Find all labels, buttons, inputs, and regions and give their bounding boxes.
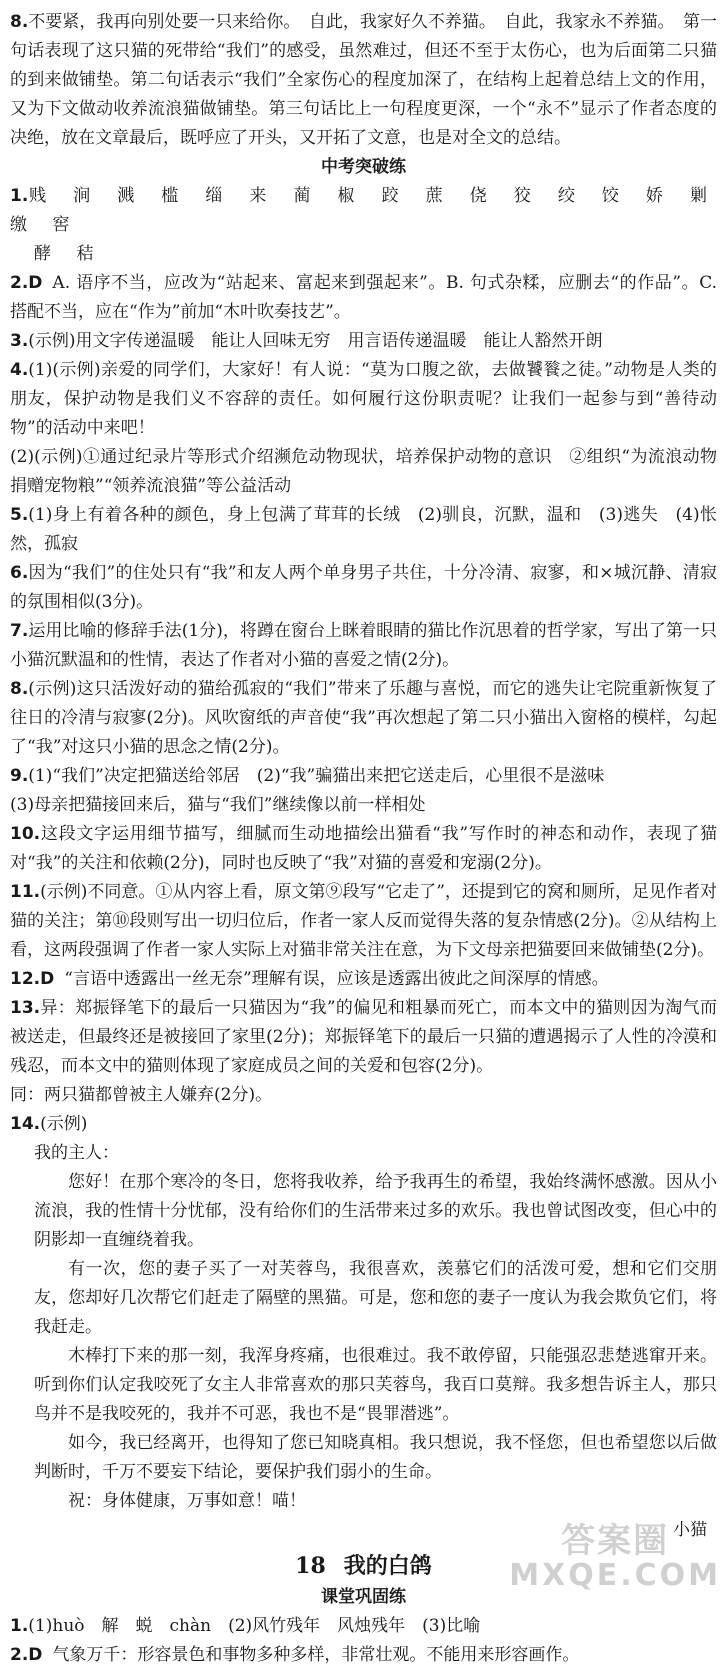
question-number: 5. xyxy=(10,505,29,525)
item-number: 8. xyxy=(10,12,29,32)
answer-choice: D xyxy=(28,1645,43,1665)
question-number: 12. xyxy=(10,969,41,989)
question-text: 因为“我们”的住处只有“我”和友人两个单身男子共住，十分冷清、寂寥，和×城沉静、清寂的氛围相似(3分)。 xyxy=(10,563,717,612)
question-number: 1. xyxy=(10,1616,29,1636)
watermark-url: MXQE.COM xyxy=(509,1558,721,1593)
letter-signature: 小猫 xyxy=(673,1520,707,1540)
question-text: 这段文字运用细节描写，细腻而生动地描绘出猫看“我”写作时的神态和动作，表现了猫对“我”的关注和依赖(2分)，同时也反映了“我”对猫的喜爱和宠溺(2分)。 xyxy=(10,824,717,873)
question-number: 8. xyxy=(10,679,29,699)
question-number: 14. xyxy=(10,1114,41,1134)
question-text: (示例)用文字传递温暖 能让人回味无穷 用言语传递温暖 能让人豁然开朗 xyxy=(28,331,603,351)
question-number: 1. xyxy=(10,186,29,206)
question-3 xyxy=(10,327,717,356)
question-text: (示例)这只活泼好动的猫给孤寂的“我们”带来了乐趣与喜悦，而它的逃失让宅院重新恢复了往日的冷清与寂寥(2分)。风吹窗纸的声音使“我”再次想起了第二只小猫出入窗格的模样，勾起了“我”对这只小猫的思念之情(2分)。 xyxy=(10,679,717,757)
question-5 xyxy=(10,501,717,559)
question-8 xyxy=(10,675,717,762)
letter-paragraph: 木棒打下来的那一刻，我浑身疼痛，也很难过。我不敢停留，只能强忍悲楚逃窜开来。听到你们认定我咬死了女主人非常喜欢的那只芙蓉鸟，我百口莫辩。我多想告诉主人，那只鸟并不是我咬死的，我并不可恶，我也不是“畏罪潜逃”。 xyxy=(34,1346,717,1424)
section-title-zhongkao: 中考突破练 xyxy=(321,157,406,177)
question-text: 气象万千：形容景色和事物多种多样，非常壮观。不能用来形容画作。 xyxy=(52,1645,580,1665)
question-text: 运用比喻的修辞手法(1分)，将蹲在窗台上眯着眼睛的猫比作沉思着的哲学家，写出了第一只小猫沉默温和的性情，表达了作者对小猫的喜爱之情(2分)。 xyxy=(10,621,717,670)
question-text-line1: 贱 涧 溅 槛 缁 来 蔺 椒 跤 蔗 侥 狡 绞 饺 娇 剿 缴 窖 xyxy=(10,186,717,235)
question-text-part2: (2)(示例)①通过纪录片等形式介绍濒危动物现状，培养保护动物的意识 ②组织“为流浪动物捐赠宠物粮”“领养流浪猫”等公益活动 xyxy=(10,447,717,496)
question-number: 6. xyxy=(10,563,29,583)
answer-choice: D xyxy=(40,969,55,989)
answer-page xyxy=(0,8,717,1670)
question-number: 2. xyxy=(10,273,29,293)
chapter-number: 18 xyxy=(295,1553,326,1579)
answer-choice: D xyxy=(28,273,43,293)
question-number: 13. xyxy=(10,998,41,1018)
question-text-line2: 酵 秸 xyxy=(34,244,104,264)
exercise-1 xyxy=(10,1612,717,1641)
question-number: 3. xyxy=(10,331,29,351)
site-watermark xyxy=(509,1522,721,1592)
letter-paragraph: 有一次，您的妻子买了一对芙蓉鸟，我很喜欢，羡慕它们的活泼可爱，想和它们交朋友，您却好几次帮它们赶走了隔壁的黑猫。可是，您和您的妻子一度认为我会欺负它们，将我赶走。 xyxy=(34,1259,717,1337)
question-text-line1: (1)“我们”决定把猫送给邻居 (2)“我”骗猫出来把它送走后，心里很不是滋味 xyxy=(28,766,605,786)
question-2 xyxy=(10,269,717,327)
question-1 xyxy=(10,182,717,269)
question-number: 10. xyxy=(10,824,41,844)
question-4 xyxy=(10,356,717,501)
question-13 xyxy=(10,994,717,1110)
question-7 xyxy=(10,617,717,675)
item-8 xyxy=(10,8,717,153)
question-text-similarities: 同：两只猫都曾被主人嫌弃(2分)。 xyxy=(10,1085,273,1105)
example-label: (示例) xyxy=(40,1114,88,1134)
question-number: 4. xyxy=(10,360,29,380)
question-text-line2: (3)母亲把猫接回来后，猫与“我们”继续像以前一样相处 xyxy=(10,795,426,815)
item-text: 不要紧，我再向别处要一只来给你。 自此，我家好久不养猫。 自此，我家永不养猫。 第一句话表现了这只猫的死带给“我们”的感受，虽然难过，但还不至于太伤心，也为后面第二只猫的到来做铺垫。第二句话表示“我们”全家伤心的程度加深了，在结构上起着总结上文的作用，又为下文做动收养流浪猫做铺垫。第三句话比上一句程度更深，一个“永不”显示了作者态度的决绝，放在文章最后，既呼应了开头，又开拓了文意，也是对全文的总结。 xyxy=(10,12,717,148)
question-number: 11. xyxy=(10,882,41,902)
question-11 xyxy=(10,878,717,965)
letter-salutation: 我的主人： xyxy=(34,1143,119,1163)
question-9 xyxy=(10,762,717,820)
section-title-ketang: 课堂巩固练 xyxy=(321,1587,406,1607)
letter-paragraph: 您好！在那个寒冷的冬日，您将我收养，给予我再生的希望，我始终满怀感激。因从小流浪，我的性情十分忧郁，没有给你们的生活带来过多的欢乐。我也曾试图改变，但心中的阴影却一直缠绕着我。 xyxy=(34,1172,717,1250)
question-12 xyxy=(10,965,717,994)
question-14 xyxy=(10,1110,717,1545)
question-text-differences: 异：郑振铎笔下的最后一只猫因为“我”的偏见和粗暴而死亡，而本文中的猫则因为淘气而被送走，但最终还是被接回了家里(2分)；郑振铎笔下的最后一只猫的遭遇揭示了人性的冷漠和残忍，而本文中的猫则体现了家庭成员之间的关爱和包容(2分)。 xyxy=(10,998,717,1076)
question-text: A. 语序不当，应改为“站起来、富起来到强起来”。B. 句式杂糅，应删去“的作品”。C. 搭配不当，应在“作为”前加“木叶吹奏技艺”。 xyxy=(10,273,717,322)
question-text-part1: (1)(示例)亲爱的同学们，大家好！有人说：“莫为口腹之欲，去做饕餮之徒。”动物是人类的朋友，保护动物是我们义不容辞的责任。如何履行这份职责呢？让我们一起参与到“善待动物”的活动中来吧！ xyxy=(10,360,717,438)
question-text: (1)身上有着各种的颜色，身上包满了茸茸的长绒 (2)驯良，沉默，温和 (3)逃失 (4)怅然，孤寂 xyxy=(10,505,717,554)
question-number: 7. xyxy=(10,621,29,641)
exercise-2 xyxy=(10,1641,717,1670)
chapter-name: 我的白鸽 xyxy=(343,1553,432,1579)
watermark-logo-text: 答案圈 xyxy=(561,1521,670,1561)
question-text: “言语中透露出一丝无奈”理解有误，应该是透露出彼此之间深厚的情感。 xyxy=(64,969,609,989)
question-text: (示例)不同意。①从内容上看，原文第⑨段写“它走了”，还提到它的窝和厕所，足见作者对猫的关注；第⑩段则写出一切归位后，作者一家人反而觉得失落的复杂情感(2分)。②从结构上看，这两段强调了作者一家人实际上对猫非常关注在意，为下文母亲把猫要回来做铺垫(2分)。 xyxy=(10,882,717,960)
question-number: 2. xyxy=(10,1645,29,1665)
letter-closing: 祝：身体健康，万事如意！喵！ xyxy=(68,1491,306,1511)
question-text: (1)huò 解 蜕 chàn (2)风竹残年 风烛残年 (3)比喻 xyxy=(28,1616,481,1636)
question-6 xyxy=(10,559,717,617)
question-number: 9. xyxy=(10,766,29,786)
question-10 xyxy=(10,820,717,878)
letter-paragraph: 如今，我已经离开，也得知了您已知晓真相。我只想说，我不怪您，但也希望您以后做判断时，千万不要妄下结论，要保护我们弱小的生命。 xyxy=(34,1433,717,1482)
